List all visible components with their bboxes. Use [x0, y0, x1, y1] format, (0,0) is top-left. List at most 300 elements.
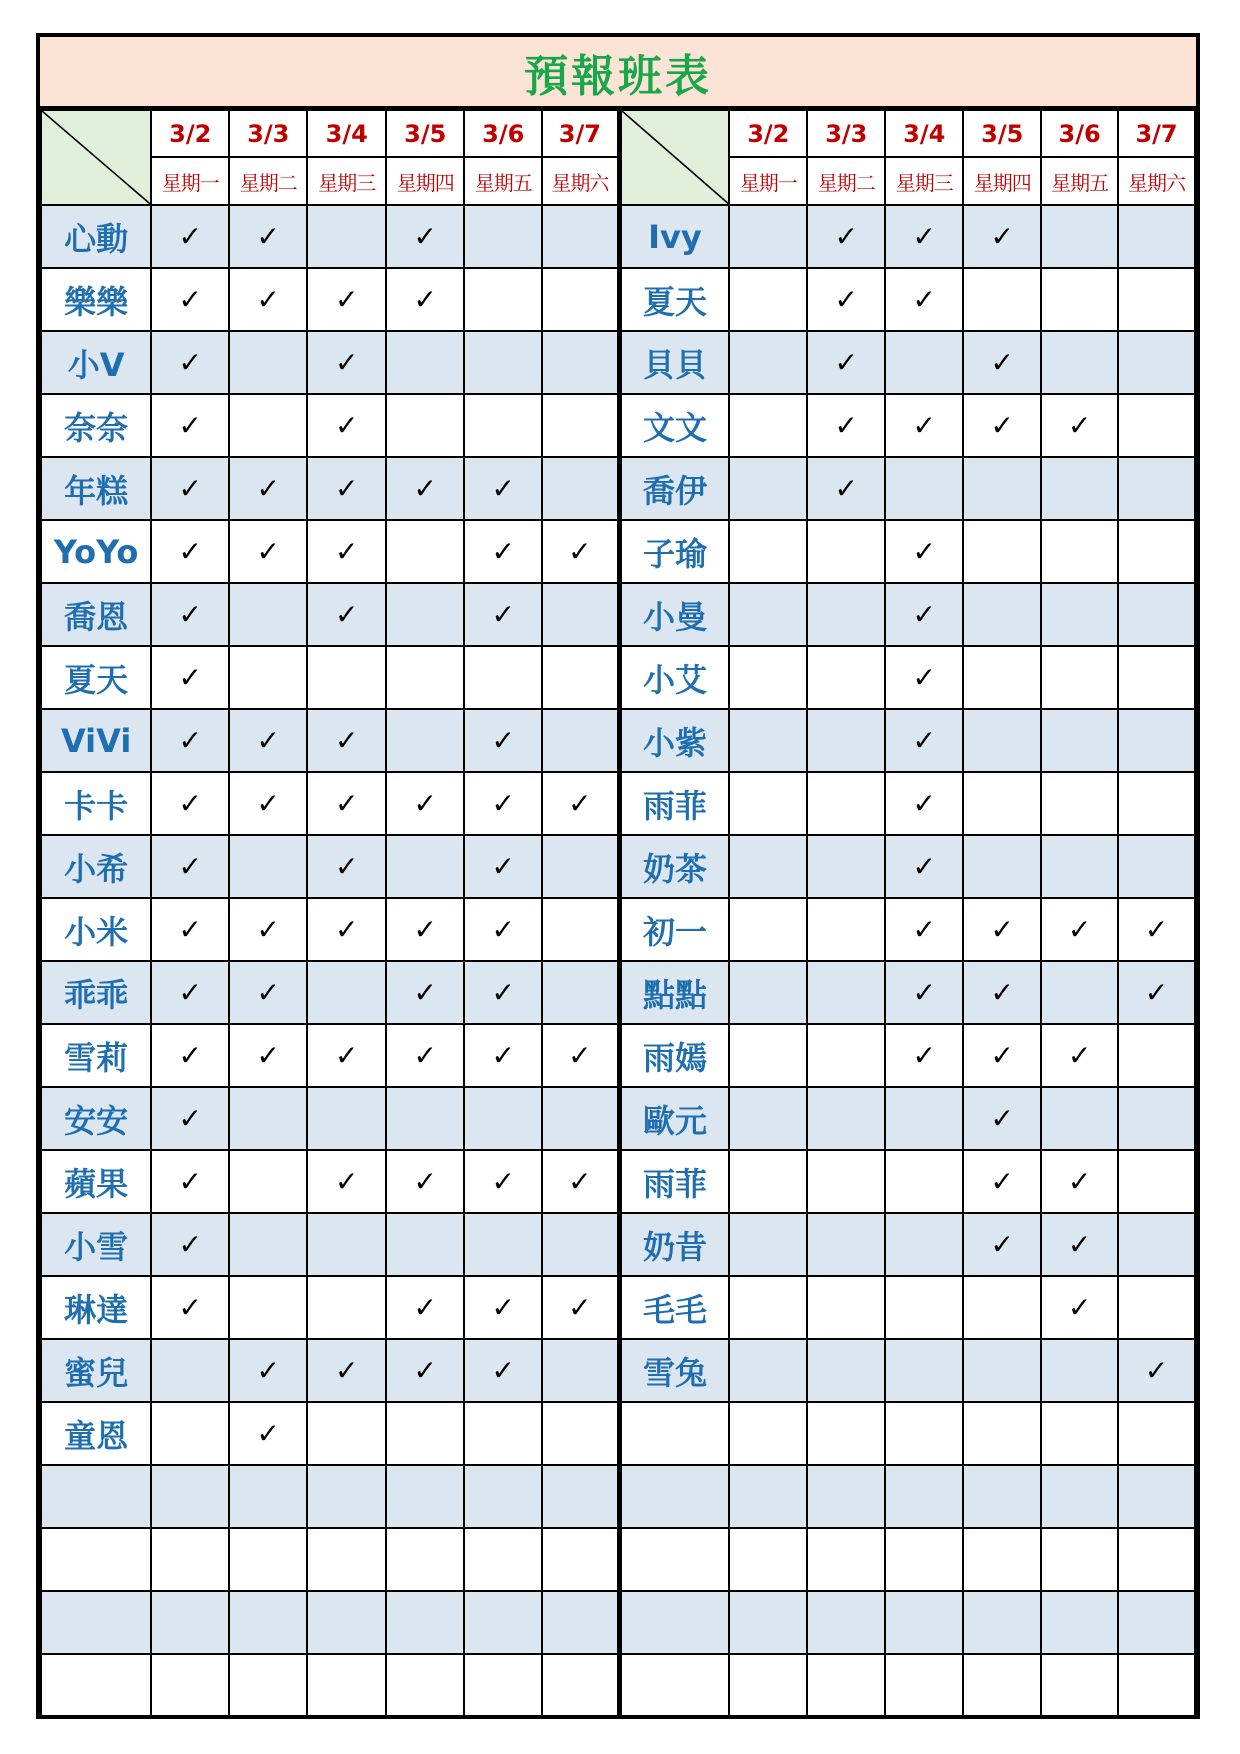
check-icon: ✓ — [912, 598, 936, 631]
table-row — [41, 394, 1195, 457]
right-check-cell — [807, 646, 885, 709]
check-icon: ✓ — [912, 850, 936, 883]
right-check-cell — [963, 331, 1041, 394]
right-check-cell — [885, 709, 963, 772]
right-check-cell — [1041, 583, 1118, 646]
check-icon: ✓ — [568, 787, 592, 820]
check-icon: ✓ — [335, 787, 359, 820]
check-icon: ✓ — [178, 661, 202, 694]
left-check-cell — [386, 457, 464, 520]
left-check-cell — [151, 1654, 229, 1717]
table-row — [41, 583, 1195, 646]
left-check-cell — [229, 1402, 307, 1465]
check-icon: ✓ — [178, 1165, 202, 1198]
left-check-cell — [464, 1465, 542, 1528]
right-check-cell — [1118, 1024, 1195, 1087]
check-icon: ✓ — [912, 913, 936, 946]
right-check-cell — [1041, 1528, 1118, 1591]
check-icon: ✓ — [912, 976, 936, 1009]
check-icon: ✓ — [990, 346, 1014, 379]
right-check-cell — [729, 709, 807, 772]
left-check-cell — [229, 835, 307, 898]
left-check-cell — [464, 1591, 542, 1654]
check-icon: ✓ — [568, 535, 592, 568]
left-check-cell — [542, 1528, 619, 1591]
right-check-cell — [963, 457, 1041, 520]
left-check-cell — [464, 394, 542, 457]
right-check-cell — [885, 646, 963, 709]
corner-header-left — [41, 110, 151, 205]
right-check-cell — [1041, 1402, 1118, 1465]
diagonal-line — [622, 111, 729, 204]
right-check-cell — [1118, 394, 1195, 457]
left-check-cell — [464, 1528, 542, 1591]
left-name-cell: 乖乖 — [41, 961, 151, 1024]
right-check-cell — [885, 1150, 963, 1213]
table-row — [41, 1024, 1195, 1087]
right-name-cell: 小曼 — [619, 583, 729, 646]
weekday-header: 星期五 — [464, 157, 542, 205]
table-row — [41, 646, 1195, 709]
weekday-header: 星期四 — [963, 157, 1041, 205]
right-name-cell: 文文 — [619, 394, 729, 457]
left-check-cell — [307, 268, 386, 331]
left-check-cell — [464, 1213, 542, 1276]
right-check-cell — [729, 583, 807, 646]
right-check-cell — [885, 205, 963, 268]
right-check-cell — [963, 1528, 1041, 1591]
right-name-cell: 雨菲 — [619, 772, 729, 835]
right-check-cell — [885, 268, 963, 331]
right-check-cell — [885, 520, 963, 583]
right-check-cell — [1118, 331, 1195, 394]
right-check-cell — [963, 835, 1041, 898]
right-check-cell — [1118, 205, 1195, 268]
right-check-cell — [885, 1402, 963, 1465]
check-icon: ✓ — [335, 409, 359, 442]
left-check-cell — [307, 1213, 386, 1276]
right-check-cell — [729, 394, 807, 457]
right-check-cell — [885, 1087, 963, 1150]
check-icon: ✓ — [256, 472, 280, 505]
left-check-cell — [151, 898, 229, 961]
right-check-cell — [885, 835, 963, 898]
check-icon: ✓ — [990, 1228, 1014, 1261]
date-header: 3/7 — [1118, 110, 1195, 157]
right-check-cell — [885, 583, 963, 646]
left-check-cell — [229, 1654, 307, 1717]
check-icon: ✓ — [178, 976, 202, 1009]
left-check-cell — [542, 835, 619, 898]
left-name-cell: 小雪 — [41, 1213, 151, 1276]
right-check-cell — [963, 709, 1041, 772]
check-icon: ✓ — [1144, 913, 1169, 946]
table-row — [41, 709, 1195, 772]
left-check-cell — [464, 331, 542, 394]
check-icon: ✓ — [491, 976, 515, 1009]
right-check-cell — [1118, 457, 1195, 520]
check-icon: ✓ — [256, 724, 280, 757]
check-icon: ✓ — [413, 1165, 437, 1198]
left-check-cell — [229, 1150, 307, 1213]
left-check-cell — [229, 709, 307, 772]
check-icon: ✓ — [178, 1039, 202, 1072]
left-check-cell — [464, 205, 542, 268]
right-check-cell — [807, 1591, 885, 1654]
right-check-cell — [963, 1402, 1041, 1465]
check-icon: ✓ — [834, 472, 859, 505]
right-name-cell — [619, 1528, 729, 1591]
check-icon: ✓ — [491, 787, 515, 820]
left-check-cell — [151, 1024, 229, 1087]
left-check-cell — [386, 1087, 464, 1150]
left-check-cell — [464, 1087, 542, 1150]
left-check-cell — [542, 646, 619, 709]
right-check-cell — [729, 331, 807, 394]
check-icon: ✓ — [178, 724, 202, 757]
check-icon: ✓ — [413, 1039, 437, 1072]
left-name-cell — [41, 1654, 151, 1717]
left-check-cell — [229, 646, 307, 709]
check-icon: ✓ — [178, 220, 202, 253]
header-date-row — [41, 110, 1195, 157]
right-check-cell — [807, 709, 885, 772]
date-header: 3/2 — [151, 110, 229, 157]
left-check-cell — [307, 835, 386, 898]
left-check-cell — [307, 1276, 386, 1339]
left-check-cell — [307, 961, 386, 1024]
left-check-cell — [386, 646, 464, 709]
check-icon: ✓ — [491, 1291, 515, 1324]
check-icon: ✓ — [491, 1039, 515, 1072]
page-title: 預報班表 — [524, 50, 712, 102]
right-check-cell — [963, 205, 1041, 268]
left-check-cell — [464, 772, 542, 835]
date-header: 3/5 — [386, 110, 464, 157]
right-check-cell — [1041, 709, 1118, 772]
check-icon: ✓ — [912, 535, 936, 568]
check-icon: ✓ — [335, 1354, 359, 1387]
right-name-cell — [619, 1402, 729, 1465]
check-icon: ✓ — [1144, 1354, 1169, 1387]
table-row — [41, 1654, 1195, 1717]
left-check-cell — [229, 1465, 307, 1528]
right-check-cell — [807, 1528, 885, 1591]
left-check-cell — [307, 1465, 386, 1528]
date-header: 3/3 — [229, 110, 307, 157]
table-row — [41, 205, 1195, 268]
left-name-cell — [41, 1591, 151, 1654]
left-check-cell — [307, 1654, 386, 1717]
right-check-cell — [963, 961, 1041, 1024]
check-icon: ✓ — [990, 976, 1014, 1009]
right-check-cell — [963, 1465, 1041, 1528]
right-check-cell — [885, 1465, 963, 1528]
left-check-cell — [307, 1402, 386, 1465]
left-check-cell — [464, 961, 542, 1024]
left-check-cell — [229, 457, 307, 520]
left-name-cell: 夏天 — [41, 646, 151, 709]
left-check-cell — [307, 205, 386, 268]
right-check-cell — [963, 394, 1041, 457]
right-check-cell — [885, 457, 963, 520]
right-name-cell: 雪兔 — [619, 1339, 729, 1402]
left-check-cell — [386, 898, 464, 961]
table-row — [41, 1213, 1195, 1276]
right-check-cell — [885, 1339, 963, 1402]
left-check-cell — [386, 583, 464, 646]
left-check-cell — [307, 520, 386, 583]
right-check-cell — [729, 1087, 807, 1150]
check-icon: ✓ — [834, 283, 859, 316]
right-check-cell — [885, 331, 963, 394]
date-header: 3/5 — [963, 110, 1041, 157]
right-check-cell — [729, 961, 807, 1024]
left-check-cell — [307, 1591, 386, 1654]
weekday-header: 星期六 — [542, 157, 619, 205]
check-icon: ✓ — [178, 1291, 202, 1324]
right-check-cell — [885, 961, 963, 1024]
date-header: 3/3 — [807, 110, 885, 157]
right-check-cell — [807, 961, 885, 1024]
right-check-cell — [1041, 1654, 1118, 1717]
right-check-cell — [729, 898, 807, 961]
left-check-cell — [464, 1150, 542, 1213]
table-row — [41, 898, 1195, 961]
check-icon: ✓ — [491, 850, 515, 883]
right-name-cell: 小艾 — [619, 646, 729, 709]
date-header: 3/7 — [542, 110, 619, 157]
left-check-cell — [464, 520, 542, 583]
right-check-cell — [1041, 457, 1118, 520]
schedule-table — [40, 109, 1196, 1718]
right-check-cell — [1041, 520, 1118, 583]
right-check-cell — [963, 1591, 1041, 1654]
check-icon: ✓ — [834, 346, 859, 379]
title-bar — [40, 37, 1196, 109]
table-row — [41, 835, 1195, 898]
left-name-cell: YoYo — [41, 520, 151, 583]
right-name-cell: 雨菲 — [619, 1150, 729, 1213]
right-check-cell — [729, 646, 807, 709]
check-icon: ✓ — [413, 976, 437, 1009]
check-icon: ✓ — [335, 283, 359, 316]
weekday-header: 星期三 — [885, 157, 963, 205]
left-check-cell — [542, 898, 619, 961]
left-check-cell — [151, 1150, 229, 1213]
right-check-cell — [807, 520, 885, 583]
right-check-cell — [963, 1339, 1041, 1402]
left-check-cell — [386, 1150, 464, 1213]
check-icon: ✓ — [413, 283, 437, 316]
check-icon: ✓ — [990, 913, 1014, 946]
left-check-cell — [307, 1528, 386, 1591]
left-check-cell — [151, 1402, 229, 1465]
left-check-cell — [151, 1276, 229, 1339]
left-check-cell — [386, 1591, 464, 1654]
diagonal-line — [42, 111, 150, 204]
left-name-cell: 童恩 — [41, 1402, 151, 1465]
left-check-cell — [229, 1339, 307, 1402]
table-row — [41, 457, 1195, 520]
check-icon: ✓ — [178, 346, 202, 379]
right-check-cell — [1118, 772, 1195, 835]
right-check-cell — [807, 835, 885, 898]
right-check-cell — [1118, 268, 1195, 331]
left-name-cell: 心動 — [41, 205, 151, 268]
check-icon: ✓ — [256, 976, 280, 1009]
left-check-cell — [229, 961, 307, 1024]
date-header: 3/6 — [464, 110, 542, 157]
left-check-cell — [151, 1339, 229, 1402]
left-check-cell — [386, 1465, 464, 1528]
date-header: 3/2 — [729, 110, 807, 157]
right-check-cell — [1118, 961, 1195, 1024]
check-icon: ✓ — [990, 220, 1014, 253]
weekday-header: 星期三 — [307, 157, 386, 205]
date-header: 3/4 — [307, 110, 386, 157]
left-check-cell — [386, 1339, 464, 1402]
left-check-cell — [229, 394, 307, 457]
right-check-cell — [885, 1528, 963, 1591]
check-icon: ✓ — [413, 913, 437, 946]
check-icon: ✓ — [335, 913, 359, 946]
left-name-cell: 小希 — [41, 835, 151, 898]
left-check-cell — [151, 835, 229, 898]
check-icon: ✓ — [335, 1039, 359, 1072]
right-check-cell — [807, 772, 885, 835]
left-check-cell — [229, 520, 307, 583]
date-header: 3/4 — [885, 110, 963, 157]
left-check-cell — [542, 1591, 619, 1654]
right-check-cell — [963, 1024, 1041, 1087]
table-row — [41, 1402, 1195, 1465]
right-check-cell — [1041, 1024, 1118, 1087]
left-name-cell: 年糕 — [41, 457, 151, 520]
left-check-cell — [464, 1339, 542, 1402]
check-icon: ✓ — [178, 787, 202, 820]
right-check-cell — [1041, 772, 1118, 835]
right-check-cell — [729, 1339, 807, 1402]
check-icon: ✓ — [912, 283, 936, 316]
right-check-cell — [1118, 1150, 1195, 1213]
check-icon: ✓ — [178, 1228, 202, 1261]
left-check-cell — [307, 709, 386, 772]
check-icon: ✓ — [335, 598, 359, 631]
right-check-cell — [807, 205, 885, 268]
left-check-cell — [542, 394, 619, 457]
left-check-cell — [542, 520, 619, 583]
left-check-cell — [386, 331, 464, 394]
right-check-cell — [729, 1150, 807, 1213]
right-check-cell — [963, 646, 1041, 709]
check-icon: ✓ — [912, 724, 936, 757]
header-weekday-row — [41, 157, 1195, 205]
left-check-cell — [307, 772, 386, 835]
left-check-cell — [464, 1024, 542, 1087]
check-icon: ✓ — [178, 850, 202, 883]
check-icon: ✓ — [335, 724, 359, 757]
check-icon: ✓ — [1144, 976, 1169, 1009]
right-check-cell — [1118, 1276, 1195, 1339]
left-check-cell — [542, 1339, 619, 1402]
right-check-cell — [1118, 646, 1195, 709]
left-check-cell — [151, 646, 229, 709]
left-check-cell — [307, 583, 386, 646]
left-check-cell — [307, 457, 386, 520]
check-icon: ✓ — [568, 1291, 592, 1324]
right-check-cell — [1041, 1591, 1118, 1654]
right-check-cell — [963, 1654, 1041, 1717]
left-check-cell — [386, 1528, 464, 1591]
check-icon: ✓ — [413, 787, 437, 820]
right-check-cell — [1041, 1339, 1118, 1402]
right-check-cell — [885, 1213, 963, 1276]
left-name-cell — [41, 1528, 151, 1591]
left-check-cell — [229, 1528, 307, 1591]
check-icon: ✓ — [912, 1039, 936, 1072]
left-check-cell — [151, 1528, 229, 1591]
right-name-cell — [619, 1465, 729, 1528]
left-name-cell: ViVi — [41, 709, 151, 772]
right-check-cell — [1041, 205, 1118, 268]
left-check-cell — [229, 1213, 307, 1276]
right-name-cell: Ivy — [619, 205, 729, 268]
right-check-cell — [963, 1087, 1041, 1150]
left-check-cell — [307, 898, 386, 961]
left-check-cell — [464, 1402, 542, 1465]
table-row — [41, 772, 1195, 835]
check-icon: ✓ — [256, 787, 280, 820]
right-name-cell: 夏天 — [619, 268, 729, 331]
right-check-cell — [1041, 646, 1118, 709]
table-row — [41, 268, 1195, 331]
check-icon: ✓ — [912, 787, 936, 820]
left-check-cell — [542, 1024, 619, 1087]
left-check-cell — [542, 1402, 619, 1465]
right-check-cell — [807, 1024, 885, 1087]
check-icon: ✓ — [256, 1417, 280, 1450]
left-check-cell — [542, 583, 619, 646]
check-icon: ✓ — [413, 472, 437, 505]
right-check-cell — [729, 520, 807, 583]
check-icon: ✓ — [256, 283, 280, 316]
right-check-cell — [807, 268, 885, 331]
table-row — [41, 520, 1195, 583]
left-name-cell: 喬恩 — [41, 583, 151, 646]
check-icon: ✓ — [178, 598, 202, 631]
check-icon: ✓ — [912, 661, 936, 694]
left-check-cell — [542, 268, 619, 331]
right-name-cell: 子瑜 — [619, 520, 729, 583]
left-name-cell: 奈奈 — [41, 394, 151, 457]
right-check-cell — [729, 1465, 807, 1528]
check-icon: ✓ — [912, 220, 936, 253]
right-check-cell — [963, 520, 1041, 583]
weekday-header: 星期一 — [729, 157, 807, 205]
left-check-cell — [307, 1339, 386, 1402]
right-check-cell — [1118, 898, 1195, 961]
date-header: 3/6 — [1041, 110, 1118, 157]
check-icon: ✓ — [834, 220, 859, 253]
table-row — [41, 1087, 1195, 1150]
left-name-cell: 雪莉 — [41, 1024, 151, 1087]
check-icon: ✓ — [1067, 1039, 1092, 1072]
left-check-cell — [229, 583, 307, 646]
right-check-cell — [963, 583, 1041, 646]
right-check-cell — [885, 1276, 963, 1339]
left-check-cell — [151, 268, 229, 331]
